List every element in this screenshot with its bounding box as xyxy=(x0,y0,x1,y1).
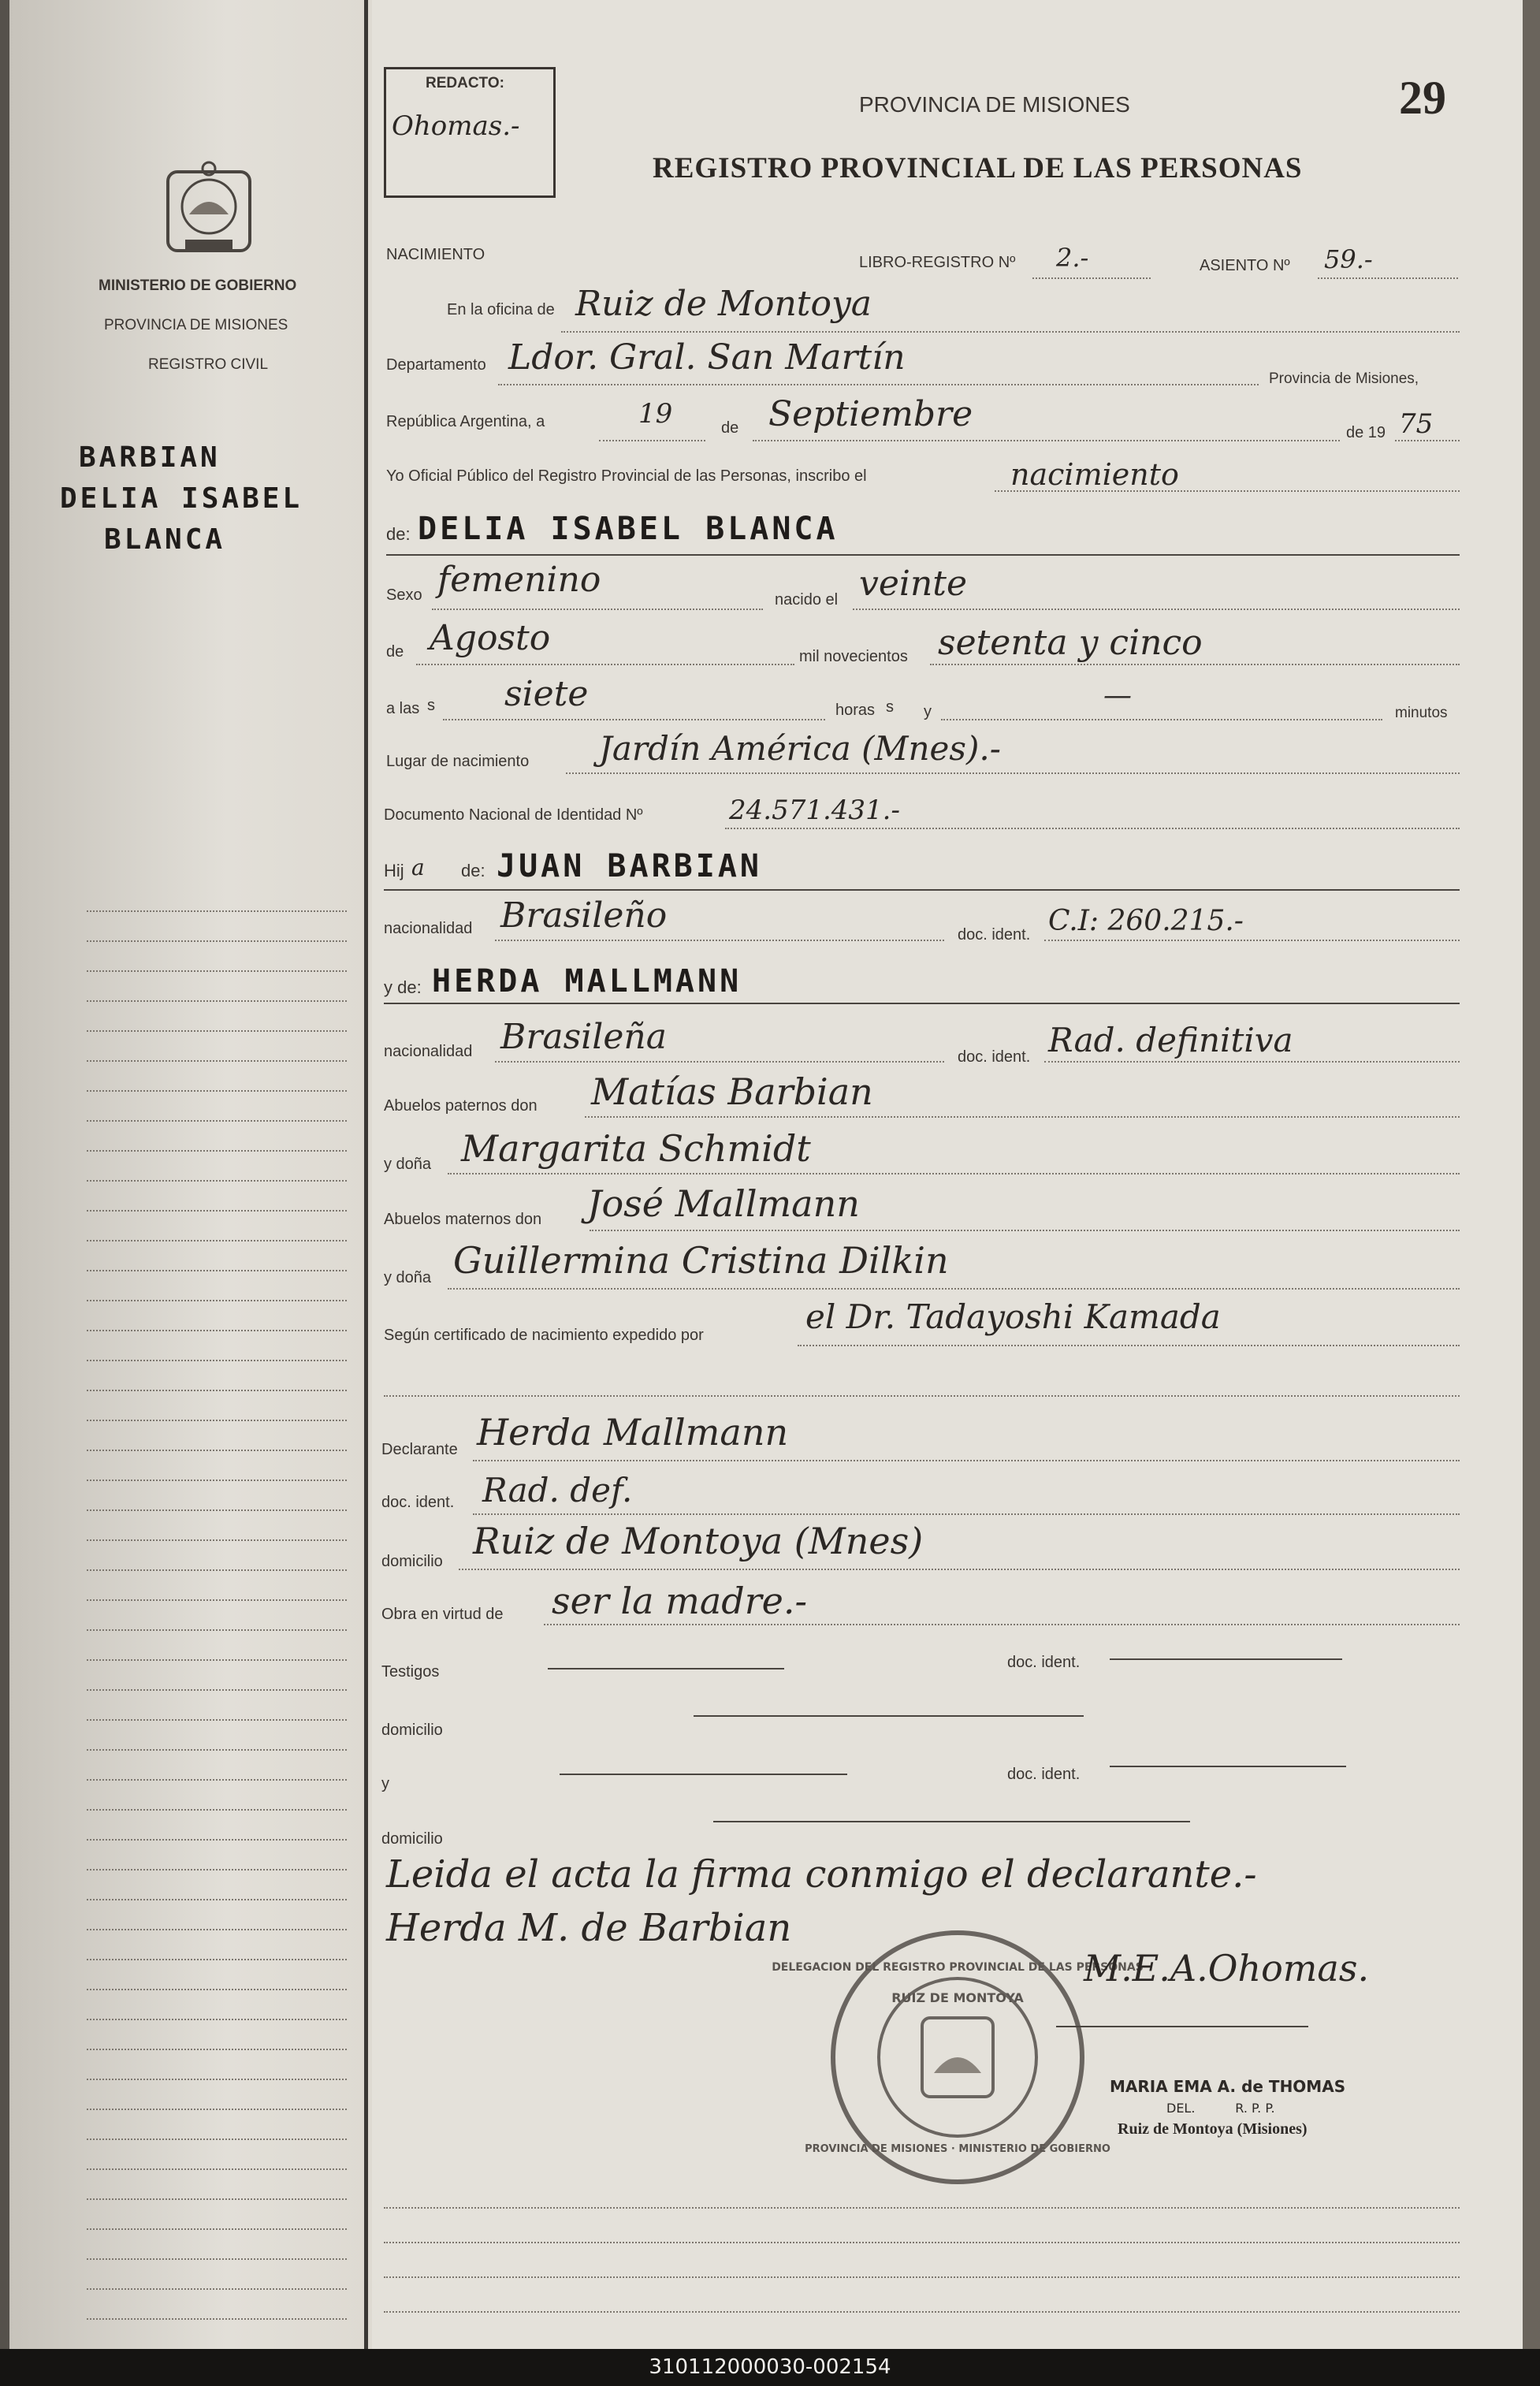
nombre-value: DELIA ISABEL BLANCA xyxy=(418,511,839,547)
madre-doc-label: doc. ident. xyxy=(958,1048,1031,1066)
civil-registry-label: REGISTRO CIVIL xyxy=(148,356,269,373)
margin-ruled-line xyxy=(87,940,347,942)
testigo2-y-label: y xyxy=(381,1775,389,1792)
declarante-doc-label: doc. ident. xyxy=(381,1494,455,1511)
margin-ruled-line xyxy=(87,970,347,972)
margin-ruled-line xyxy=(87,1090,347,1092)
margin-ruled-line xyxy=(87,1989,347,1990)
body-ruled-line xyxy=(384,2242,1460,2243)
book-edge xyxy=(1523,0,1540,2349)
margin-divider xyxy=(364,0,368,2349)
stamp-outer-text: DELEGACION DEL REGISTRO PROVINCIAL DE LAS PERSONAS xyxy=(772,1961,1144,1974)
departamento-label: Departamento xyxy=(386,356,486,374)
margin-ruled-line xyxy=(87,2258,347,2260)
declarante-label: Declarante xyxy=(381,1441,458,1458)
certificado-value: el Dr. Tadayoshi Kamada xyxy=(805,1297,1221,1336)
anio-nacimiento-value: setenta y cinco xyxy=(938,623,1203,663)
dia-value: 19 xyxy=(638,398,673,430)
official-place: Ruiz de Montoya (Misiones) xyxy=(1118,2120,1308,2138)
abuela-paterna-label: y doña xyxy=(384,1156,432,1173)
margin-ruled-line xyxy=(87,2198,347,2200)
page-number: 29 xyxy=(1399,72,1446,124)
oficina-value: Ruiz de Montoya xyxy=(575,284,872,324)
official-title: DEL. R. P. P. xyxy=(1166,2101,1275,2116)
margin-name-line1: BARBIAN xyxy=(79,441,221,474)
departamento-value: Ldor. Gral. San Martín xyxy=(508,337,906,378)
padre-nacionalidad-value: Brasileño xyxy=(500,895,668,936)
margin-ruled-line xyxy=(87,2138,347,2140)
obra-label: Obra en virtud de xyxy=(381,1606,504,1623)
abuelos-maternos-label: Abuelos maternos don xyxy=(384,1211,542,1228)
de-label: de xyxy=(721,419,739,437)
margin-ruled-line xyxy=(87,1120,347,1122)
margin-ruled-line xyxy=(87,1509,347,1511)
horas-label: horas xyxy=(835,702,876,719)
margin-ruled-line xyxy=(87,2079,347,2080)
declarante-doc-value: Rad. def. xyxy=(482,1471,633,1509)
oficial-label: Yo Oficial Público del Registro Provincial de las Personas, inscribo el xyxy=(386,467,867,485)
margin-ruled-line xyxy=(87,1569,347,1571)
margin-ruled-line xyxy=(87,1210,347,1212)
margin-ruled-line xyxy=(87,1599,347,1601)
libro-label: LIBRO-REGISTRO Nº xyxy=(859,254,1016,271)
margin-ruled-line xyxy=(87,1060,347,1062)
margin-name-line2: DELIA ISABEL xyxy=(60,482,303,515)
y-label: y xyxy=(924,703,932,720)
margin-ruled-line xyxy=(87,1959,347,1960)
margin-ruled-line xyxy=(87,1330,347,1331)
ministry-label: MINISTERIO DE GOBIERNO xyxy=(99,277,297,294)
de-mes-label: de xyxy=(386,643,404,661)
margin-ruled-line xyxy=(87,1659,347,1661)
testigo2-domicilio-label: domicilio xyxy=(381,1830,443,1848)
las-suffix: s xyxy=(427,697,435,714)
asiento-value: 59.- xyxy=(1324,244,1373,274)
margin-ruled-line xyxy=(87,1180,347,1182)
body-ruled-line xyxy=(384,2276,1460,2278)
declarante-domicilio-value: Ruiz de Montoya (Mnes) xyxy=(473,1520,924,1562)
acto-value: nacimiento xyxy=(1010,457,1179,492)
margin-ruled-line xyxy=(87,2168,347,2170)
de-colon-label: de: xyxy=(386,524,411,544)
abuelo-paterno-value: Matías Barbian xyxy=(591,1070,873,1113)
margin-ruled-line xyxy=(87,1030,347,1032)
image-id-footer: 310112000030-002154 xyxy=(0,2349,1540,2386)
margin-ruled-line xyxy=(87,1839,347,1841)
minutos-value: — xyxy=(1103,679,1132,712)
oficina-label: En la oficina de xyxy=(447,301,555,318)
official-name: MARIA EMA A. de THOMAS xyxy=(1110,2077,1346,2096)
padre-nacionalidad-label: nacionalidad xyxy=(384,920,473,937)
mes-nacimiento-value: Agosto xyxy=(430,618,551,658)
hijo-de-label: de: xyxy=(461,861,485,880)
hijo-suffix: a xyxy=(411,854,425,880)
margin-ruled-line xyxy=(87,2049,347,2050)
nacido-el-label: nacido el xyxy=(775,591,839,609)
abuela-materna-label: y doña xyxy=(384,1269,432,1286)
margin-ruled-line xyxy=(87,1360,347,1361)
margin-ruled-line xyxy=(87,2019,347,2020)
mil-novecientos-label: mil novecientos xyxy=(799,648,908,665)
testigos-label: Testigos xyxy=(381,1663,440,1681)
madre-value: HERDA MALLMANN xyxy=(432,963,742,999)
abuela-materna-value: Guillermina Cristina Dilkin xyxy=(453,1239,949,1282)
a-las-label: a las xyxy=(386,700,420,717)
province-header: PROVINCIA DE MISIONES xyxy=(859,92,1130,117)
margin-ruled-line xyxy=(87,1420,347,1421)
margin-ruled-line xyxy=(87,1480,347,1481)
madre-doc-value: Rad. definitiva xyxy=(1048,1021,1293,1059)
padre-value: JUAN BARBIAN xyxy=(497,848,762,884)
declarante-value: Herda Mallmann xyxy=(477,1411,789,1454)
provincial-seal-icon xyxy=(162,158,256,260)
margin-ruled-line xyxy=(87,1000,347,1002)
margin-ruled-line xyxy=(87,1629,347,1631)
dni-label: Documento Nacional de Identidad Nº xyxy=(384,806,643,824)
padre-doc-value: C.I: 260.215.- xyxy=(1048,905,1244,937)
redacto-label: REDACTO: xyxy=(426,75,504,91)
dni-value: 24.571.431.- xyxy=(729,795,900,826)
testigo1-domicilio-label: domicilio xyxy=(381,1722,443,1739)
anio-value: 75 xyxy=(1399,408,1434,440)
province-label: PROVINCIA DE MISIONES xyxy=(104,317,288,333)
body-ruled-line xyxy=(384,2311,1460,2313)
asiento-label: ASIENTO Nº xyxy=(1200,257,1290,274)
segun-label: Según certificado de nacimiento expedido por xyxy=(384,1327,704,1344)
margin-ruled-line xyxy=(87,1390,347,1391)
stamp-inner-text: RUIZ DE MONTOYA xyxy=(891,1990,1024,2005)
registry-stamp-icon xyxy=(772,1923,1144,2191)
margin-ruled-line xyxy=(87,1899,347,1900)
stamp-bottom-text: PROVINCIA DE MISIONES · MINISTERIO DE GOBIERNO xyxy=(805,2143,1110,2155)
obra-value: ser la madre.- xyxy=(552,1580,808,1622)
lugar-value: Jardín América (Mnes).- xyxy=(599,729,1001,768)
margin-ruled-line xyxy=(87,1300,347,1301)
madre-nacionalidad-value: Brasileña xyxy=(500,1017,667,1057)
cierre-text: Leida el acta la firma conmigo el declarante.- xyxy=(386,1852,1257,1897)
hora-value: siete xyxy=(504,674,589,714)
margin-ruled-line xyxy=(87,2109,347,2110)
margin-ruled-line xyxy=(87,1779,347,1781)
madre-nacionalidad-label: nacionalidad xyxy=(384,1043,473,1060)
abuelo-materno-value: José Mallmann xyxy=(587,1182,860,1225)
margin-ruled-line xyxy=(87,1150,347,1152)
body-ruled-line xyxy=(384,2207,1460,2209)
abuela-paterna-value: Margarita Schmidt xyxy=(461,1127,811,1170)
margin-ruled-line xyxy=(87,1869,347,1870)
margin-ruled-line xyxy=(87,2288,347,2290)
margin-ruled-line xyxy=(87,1719,347,1721)
sexo-label: Sexo xyxy=(386,586,422,604)
y-de-label: y de: xyxy=(384,977,422,997)
left-margin-panel xyxy=(9,0,372,2349)
horas-suffix: s xyxy=(886,698,894,716)
sexo-value: femenino xyxy=(437,560,601,600)
redacto-value: Ohomas.- xyxy=(392,110,520,142)
margin-ruled-line xyxy=(87,1689,347,1691)
padre-doc-label: doc. ident. xyxy=(958,926,1031,944)
registry-title: REGISTRO PROVINCIAL DE LAS PERSONAS xyxy=(653,152,1303,184)
margin-ruled-line xyxy=(87,910,347,912)
republica-label: República Argentina, a xyxy=(386,413,545,430)
margin-ruled-line xyxy=(87,1450,347,1451)
margin-ruled-line xyxy=(87,1749,347,1751)
margin-name-line3: BLANCA xyxy=(104,523,226,556)
mes-registro-value: Septiembre xyxy=(768,394,973,434)
libro-value: 2.- xyxy=(1056,243,1089,273)
margin-ruled-line xyxy=(87,1809,347,1811)
dia-nacimiento-value: veinte xyxy=(859,564,968,604)
margin-ruled-line xyxy=(87,1240,347,1241)
lugar-label: Lugar de nacimiento xyxy=(386,753,530,770)
margin-ruled-line xyxy=(87,2318,347,2320)
testigo1-doc-label: doc. ident. xyxy=(1007,1654,1081,1671)
margin-ruled-line xyxy=(87,1539,347,1541)
margin-ruled-line xyxy=(87,2228,347,2230)
nacimiento-label: NACIMIENTO xyxy=(386,246,485,263)
firma-declarante: Herda M. de Barbian xyxy=(386,1906,792,1950)
margin-ruled-line xyxy=(87,1270,347,1271)
provincia-misiones-label: Provincia de Misiones, xyxy=(1269,370,1419,387)
margin-ruled-line xyxy=(87,1929,347,1930)
firma-oficial: M.E.A.Ohomas. xyxy=(1084,1947,1370,1990)
de-19-label: de 19 xyxy=(1346,424,1386,441)
minutos-label: minutos xyxy=(1395,705,1448,721)
testigo2-doc-label: doc. ident. xyxy=(1007,1766,1081,1783)
abuelos-paternos-label: Abuelos paternos don xyxy=(384,1097,538,1115)
declarante-domicilio-label: domicilio xyxy=(381,1553,443,1570)
hijo-label: Hij xyxy=(384,861,404,880)
